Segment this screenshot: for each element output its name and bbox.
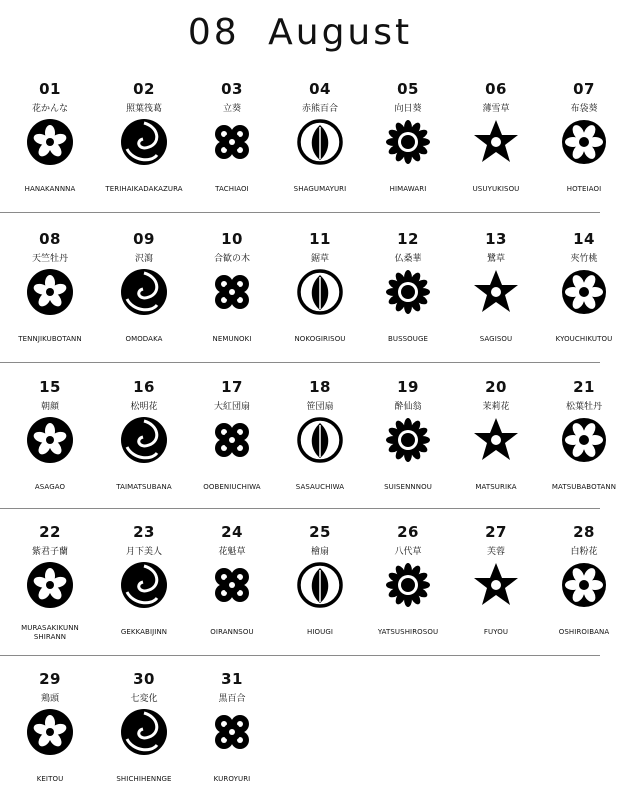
day-cell <box>182 368 282 516</box>
day-number: 08 <box>39 230 61 248</box>
flower-name-romaji: HIOUGI <box>306 628 334 636</box>
day-cell <box>534 220 634 368</box>
canna-flower-crest-icon <box>25 117 75 167</box>
day-cell <box>270 220 370 368</box>
black-lily-crest-icon <box>207 707 257 757</box>
flower-name-kanji: 八代草 <box>394 547 422 557</box>
day-cell <box>446 220 546 368</box>
day-cell <box>0 220 100 368</box>
flower-name-kanji: 薄雪草 <box>482 104 510 114</box>
silk-tree-crest-icon <box>207 267 257 317</box>
flower-name-kanji: 芙蓉 <box>486 547 505 557</box>
day-number: 26 <box>397 523 419 541</box>
day-cell <box>534 513 634 661</box>
day-number: 18 <box>309 378 331 396</box>
flower-name-romaji: OMODAKA <box>125 335 163 343</box>
flower-name-kanji: 沢瀉 <box>134 254 153 264</box>
flower-name-romaji: MATSUBABOTANN <box>551 483 617 491</box>
flower-name-kanji: 朝顔 <box>40 402 59 412</box>
day-number: 07 <box>573 80 595 98</box>
day-cell <box>94 220 194 368</box>
day-number: 14 <box>573 230 595 248</box>
flower-name-romaji: NEMUNOKI <box>212 335 252 343</box>
day-number: 22 <box>39 523 61 541</box>
flower-name-romaji: SHICHIHENNGE <box>116 775 172 783</box>
egret-orchid-crest-icon <box>471 267 521 317</box>
day-cell <box>0 70 100 218</box>
flower-name-romaji: TAIMATSUBANA <box>116 483 172 491</box>
moss-rose-crest-icon <box>559 415 609 465</box>
day-cell <box>270 70 370 218</box>
flower-name-romaji: SAGISOU <box>479 335 513 343</box>
leaf-in-circle-crest-icon <box>295 117 345 167</box>
day-number: 30 <box>133 670 155 688</box>
flower-name-romaji: HIMAWARI <box>389 185 427 193</box>
oleander-swirl-crest-icon <box>559 267 609 317</box>
flower-name-kanji: 夾竹桃 <box>570 254 598 264</box>
flower-name-romaji: FUYOU <box>483 628 509 636</box>
hollyhock-crest-icon <box>207 117 257 167</box>
anthurium-circle-crest-icon <box>207 415 257 465</box>
day-cell <box>94 70 194 218</box>
day-number: 17 <box>221 378 243 396</box>
day-number: 03 <box>221 80 243 98</box>
day-cell <box>182 660 282 808</box>
day-number: 12 <box>397 230 419 248</box>
day-number: 13 <box>485 230 507 248</box>
flower-name-kanji: 白粉花 <box>570 547 598 557</box>
flower-name-romaji: GEKKABIJINN <box>120 628 168 636</box>
day-cell <box>446 70 546 218</box>
flower-name-romaji: TACHIAOI <box>215 185 249 193</box>
day-number: 11 <box>309 230 331 248</box>
day-cell <box>182 220 282 368</box>
flower-name-romaji: MATSURIKA <box>475 483 517 491</box>
bellflower-cluster-crest-icon <box>383 560 433 610</box>
flower-name-romaji: NOKOGIRISOU <box>294 335 346 343</box>
flower-name-romaji: OOBENIUCHIWA <box>203 483 261 491</box>
flower-name-kanji: 仏桑華 <box>394 254 422 264</box>
day-cell <box>446 368 546 516</box>
day-number: 05 <box>397 80 419 98</box>
day-number: 01 <box>39 80 61 98</box>
flower-name-romaji: USUYUKISOU <box>472 185 520 193</box>
day-cell <box>0 513 100 661</box>
jasmine-crest-icon <box>471 415 521 465</box>
day-cell <box>358 513 458 661</box>
cockscomb-crest-icon <box>25 707 75 757</box>
flower-name-kanji: 天竺牡丹 <box>31 254 68 264</box>
day-cell <box>94 368 194 516</box>
flower-name-kanji: 笹団扇 <box>306 402 334 412</box>
bamboo-fan-crest-icon <box>295 415 345 465</box>
day-cell <box>182 513 282 661</box>
day-number: 06 <box>485 80 507 98</box>
flower-name-kanji: 七変化 <box>130 694 158 704</box>
day-cell <box>270 513 370 661</box>
day-number: 20 <box>485 378 507 396</box>
day-cell <box>358 70 458 218</box>
day-cell <box>446 513 546 661</box>
flower-name-kanji: 布袋葵 <box>570 104 598 114</box>
flower-name-kanji: 立葵 <box>222 104 241 114</box>
flower-name-romaji: KYOUCHIKUTOU <box>555 335 613 343</box>
flower-name-romaji: YATSUSHIROSOU <box>377 628 439 636</box>
cotton-rose-crest-icon <box>471 560 521 610</box>
day-number: 04 <box>309 80 331 98</box>
flower-name-romaji: SHAGUMAYURI <box>293 185 347 193</box>
day-cell <box>94 513 194 661</box>
day-number: 21 <box>573 378 595 396</box>
day-number: 10 <box>221 230 243 248</box>
day-number: 31 <box>221 670 243 688</box>
hibiscus-crest-icon <box>383 267 433 317</box>
day-number: 27 <box>485 523 507 541</box>
flower-name-kanji: 檜扇 <box>310 547 329 557</box>
bougainvillea-crest-icon <box>119 117 169 167</box>
day-cell <box>94 660 194 808</box>
day-cell <box>358 220 458 368</box>
day-number: 16 <box>133 378 155 396</box>
flower-name-kanji: 茉莉花 <box>482 402 510 412</box>
day-cell <box>358 368 458 516</box>
day-cell <box>270 368 370 516</box>
edelweiss-star-crest-icon <box>471 117 521 167</box>
morning-glory-crest-icon <box>25 415 75 465</box>
flower-name-kanji: 大紅団扇 <box>213 402 250 412</box>
flower-name-romaji: TENNJIKUBOTANN <box>18 335 82 343</box>
dahlia-crest-icon <box>25 267 75 317</box>
yarrow-crest-icon <box>295 267 345 317</box>
flower-name-kanji: 紫君子蘭 <box>31 547 68 557</box>
flower-name-kanji: 松葉牡丹 <box>565 402 602 412</box>
flower-name-kanji: 黒百合 <box>218 694 246 704</box>
flower-name-romaji: KEITOU <box>36 775 64 783</box>
flower-name-kanji: 赤熊百合 <box>301 104 338 114</box>
day-number: 24 <box>221 523 243 541</box>
flower-name-kanji: 向日葵 <box>394 104 422 114</box>
flower-name-kanji: 花魁草 <box>218 547 246 557</box>
flower-name-kanji: 鋸草 <box>310 254 329 264</box>
flower-name-romaji: HANAKANNNA <box>24 185 76 193</box>
night-cactus-flower-crest-icon <box>119 560 169 610</box>
bee-balm-crest-icon <box>119 415 169 465</box>
arrowhead-circle-crest-icon <box>119 267 169 317</box>
sunflower-crest-icon <box>383 117 433 167</box>
page-title: 08 August <box>187 12 413 53</box>
day-number: 09 <box>133 230 155 248</box>
day-cell <box>0 368 100 516</box>
water-hyacinth-crest-icon <box>559 117 609 167</box>
day-number: 02 <box>133 80 155 98</box>
phlox-crest-icon <box>207 560 257 610</box>
flower-name-kanji: 合歓の木 <box>213 254 250 264</box>
flower-name-kanji: 照葉筏葛 <box>125 104 162 114</box>
campion-swirl-crest-icon <box>383 415 433 465</box>
day-number: 15 <box>39 378 61 396</box>
flower-name-romaji: SASAUCHIWA <box>295 483 345 491</box>
agapanthus-crest-icon <box>25 560 75 610</box>
day-number: 25 <box>309 523 331 541</box>
day-cell <box>0 660 100 808</box>
day-number: 19 <box>397 378 419 396</box>
four-oclock-crest-icon <box>559 560 609 610</box>
day-number: 29 <box>39 670 61 688</box>
flower-name-romaji: OIRANNSOU <box>210 628 254 636</box>
flower-name-kanji: 鷺草 <box>486 254 505 264</box>
flower-name-romaji: OSHIROIBANA <box>558 628 610 636</box>
flower-name-kanji: 鶏頭 <box>40 694 59 704</box>
flower-name-kanji: 月下美人 <box>125 547 162 557</box>
day-number: 28 <box>573 523 595 541</box>
flower-name-romaji: SUISENNNOU <box>384 483 432 491</box>
flower-name-kanji: 酔仙翁 <box>394 402 422 412</box>
day-cell <box>182 70 282 218</box>
flower-name-kanji: 花かんな <box>31 104 68 114</box>
blackberry-lily-crest-icon <box>295 560 345 610</box>
flower-name-romaji: MURASAKIKUNN SHIRANN <box>21 624 79 641</box>
day-number: 23 <box>133 523 155 541</box>
flower-name-romaji: TERIHAIKADAKAZURA <box>105 185 183 193</box>
flower-name-romaji: HOTEIAOI <box>566 185 602 193</box>
day-cell <box>534 368 634 516</box>
flower-name-romaji: ASAGAO <box>34 483 66 491</box>
day-cell <box>534 70 634 218</box>
flower-name-kanji: 松明花 <box>130 402 158 412</box>
flower-name-romaji: KUROYURI <box>213 775 251 783</box>
flower-name-romaji: BUSSOUGE <box>387 335 429 343</box>
lantana-snowflake-crest-icon <box>119 707 169 757</box>
